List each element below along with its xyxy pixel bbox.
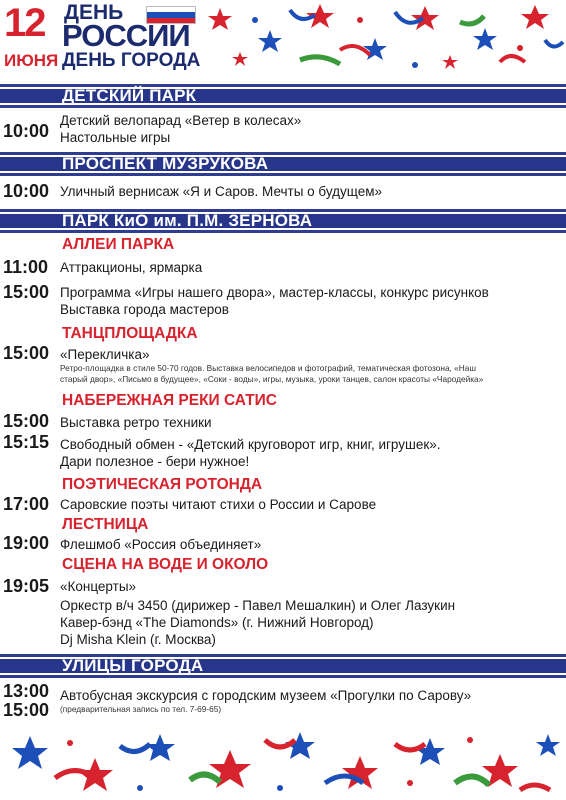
subsection-title-stairs: ЛЕСТНИЦА (62, 516, 149, 533)
date-day: 12 (4, 1, 45, 45)
festive-confetti-decoration-bottom (0, 728, 566, 800)
section-title: ПАРК КиО им. П.М. ЗЕРНОВА (62, 211, 313, 230)
event-text: Настольные игры (60, 130, 171, 145)
event-time: 11:00 (3, 257, 49, 277)
event-text: Автобусная экскурсия с городским музеем «Прогулки по Сарову» (60, 688, 472, 703)
event-text: Саровские поэты читают стихи о России и Сарове (60, 497, 377, 512)
event-time: 19:00 (3, 533, 50, 553)
title-line-3: ДЕНЬ ГОРОДА (62, 50, 201, 71)
section-title: ПРОСПЕКТ МУЗРУКОВА (62, 154, 269, 173)
date-month: ИЮНЯ (4, 51, 59, 70)
event-note: (предварительная запись по тел. 7-69-65) (60, 704, 222, 714)
event-time: 19:05 (3, 576, 50, 596)
event-time: 15:00 (3, 343, 50, 363)
event-note: Ретро-площадка в стиле 50-70 годов. Выставка велосипедов и фотографий, тематическая фотозона, «Наш (60, 363, 477, 373)
section-header-zernov-park (0, 209, 566, 233)
event-text: Свободный обмен - «Детский круговорот игр, книг, игрушек». (60, 437, 441, 452)
event-text: Флешмоб «Россия объединяет» (60, 537, 262, 552)
event-text: Уличный вернисаж «Я и Саров. Мечты о будущем» (60, 184, 383, 199)
subsection-title-rotunda: ПОЭТИЧЕСКАЯ РОТОНДА (62, 476, 263, 493)
event-text: Детский велопарад «Ветер в колесах» (60, 113, 302, 128)
event-text: Dj Misha Klein (г. Москва) (60, 632, 216, 647)
event-time: 17:00 (3, 494, 50, 514)
event-time: 15:00 (3, 282, 50, 302)
subsection-title-river-embankment: НАБЕРЕЖНАЯ РЕКИ САТИС (62, 392, 278, 409)
title-line-2: РОССИИ (62, 18, 190, 53)
subsection-title-stage: СЦЕНА НА ВОДЕ И ОКОЛО (62, 556, 269, 573)
section-header-muzrukova-avenue (0, 152, 566, 176)
section-header-childrens-park (0, 84, 566, 108)
festive-confetti-decoration (200, 0, 566, 78)
event-text: Кавер-бэнд «The Diamonds» (г. Нижний Новгород) (60, 615, 374, 630)
event-time: 15:00 (3, 700, 50, 720)
event-text: Дари полезное - бери нужное! (60, 454, 250, 469)
event-text: Оркестр в/ч 3450 (дирижер - Павел Мешалкин) и Олег Лазукин (60, 598, 456, 613)
title-line-1: ДЕНЬ (64, 1, 124, 24)
event-text: «Концерты» (60, 579, 137, 594)
event-time: 13:00 (3, 681, 50, 701)
section-title: ДЕТСКИЙ ПАРК (62, 86, 197, 105)
event-time: 15:00 (3, 411, 50, 431)
event-text: Аттракционы, ярмарка (60, 260, 203, 275)
section-header-city-streets (0, 654, 566, 678)
event-text: Программа «Игры нашего двора», мастер-классы, конкурс рисунков (60, 285, 489, 300)
event-text: Выставка города мастеров (60, 302, 229, 317)
event-note: старый двор», «Письмо в будущее», «Соки - воды», игры, музыка, уроки танцев, салон красоты «Чародейка» (60, 374, 484, 384)
event-text: «Перекличка» (60, 347, 150, 362)
event-time: 15:15 (3, 432, 50, 452)
poster-header (0, 0, 566, 80)
subsection-title-dance-floor: ТАНЦПЛОЩАДКА (62, 325, 198, 342)
section-title: УЛИЦЫ ГОРОДА (62, 656, 204, 675)
event-time: 10:00 (3, 121, 50, 141)
event-time: 10:00 (3, 181, 50, 201)
event-text: Выставка ретро техники (60, 415, 212, 430)
subsection-title-alleys: АЛЛЕИ ПАРКА (62, 236, 175, 253)
